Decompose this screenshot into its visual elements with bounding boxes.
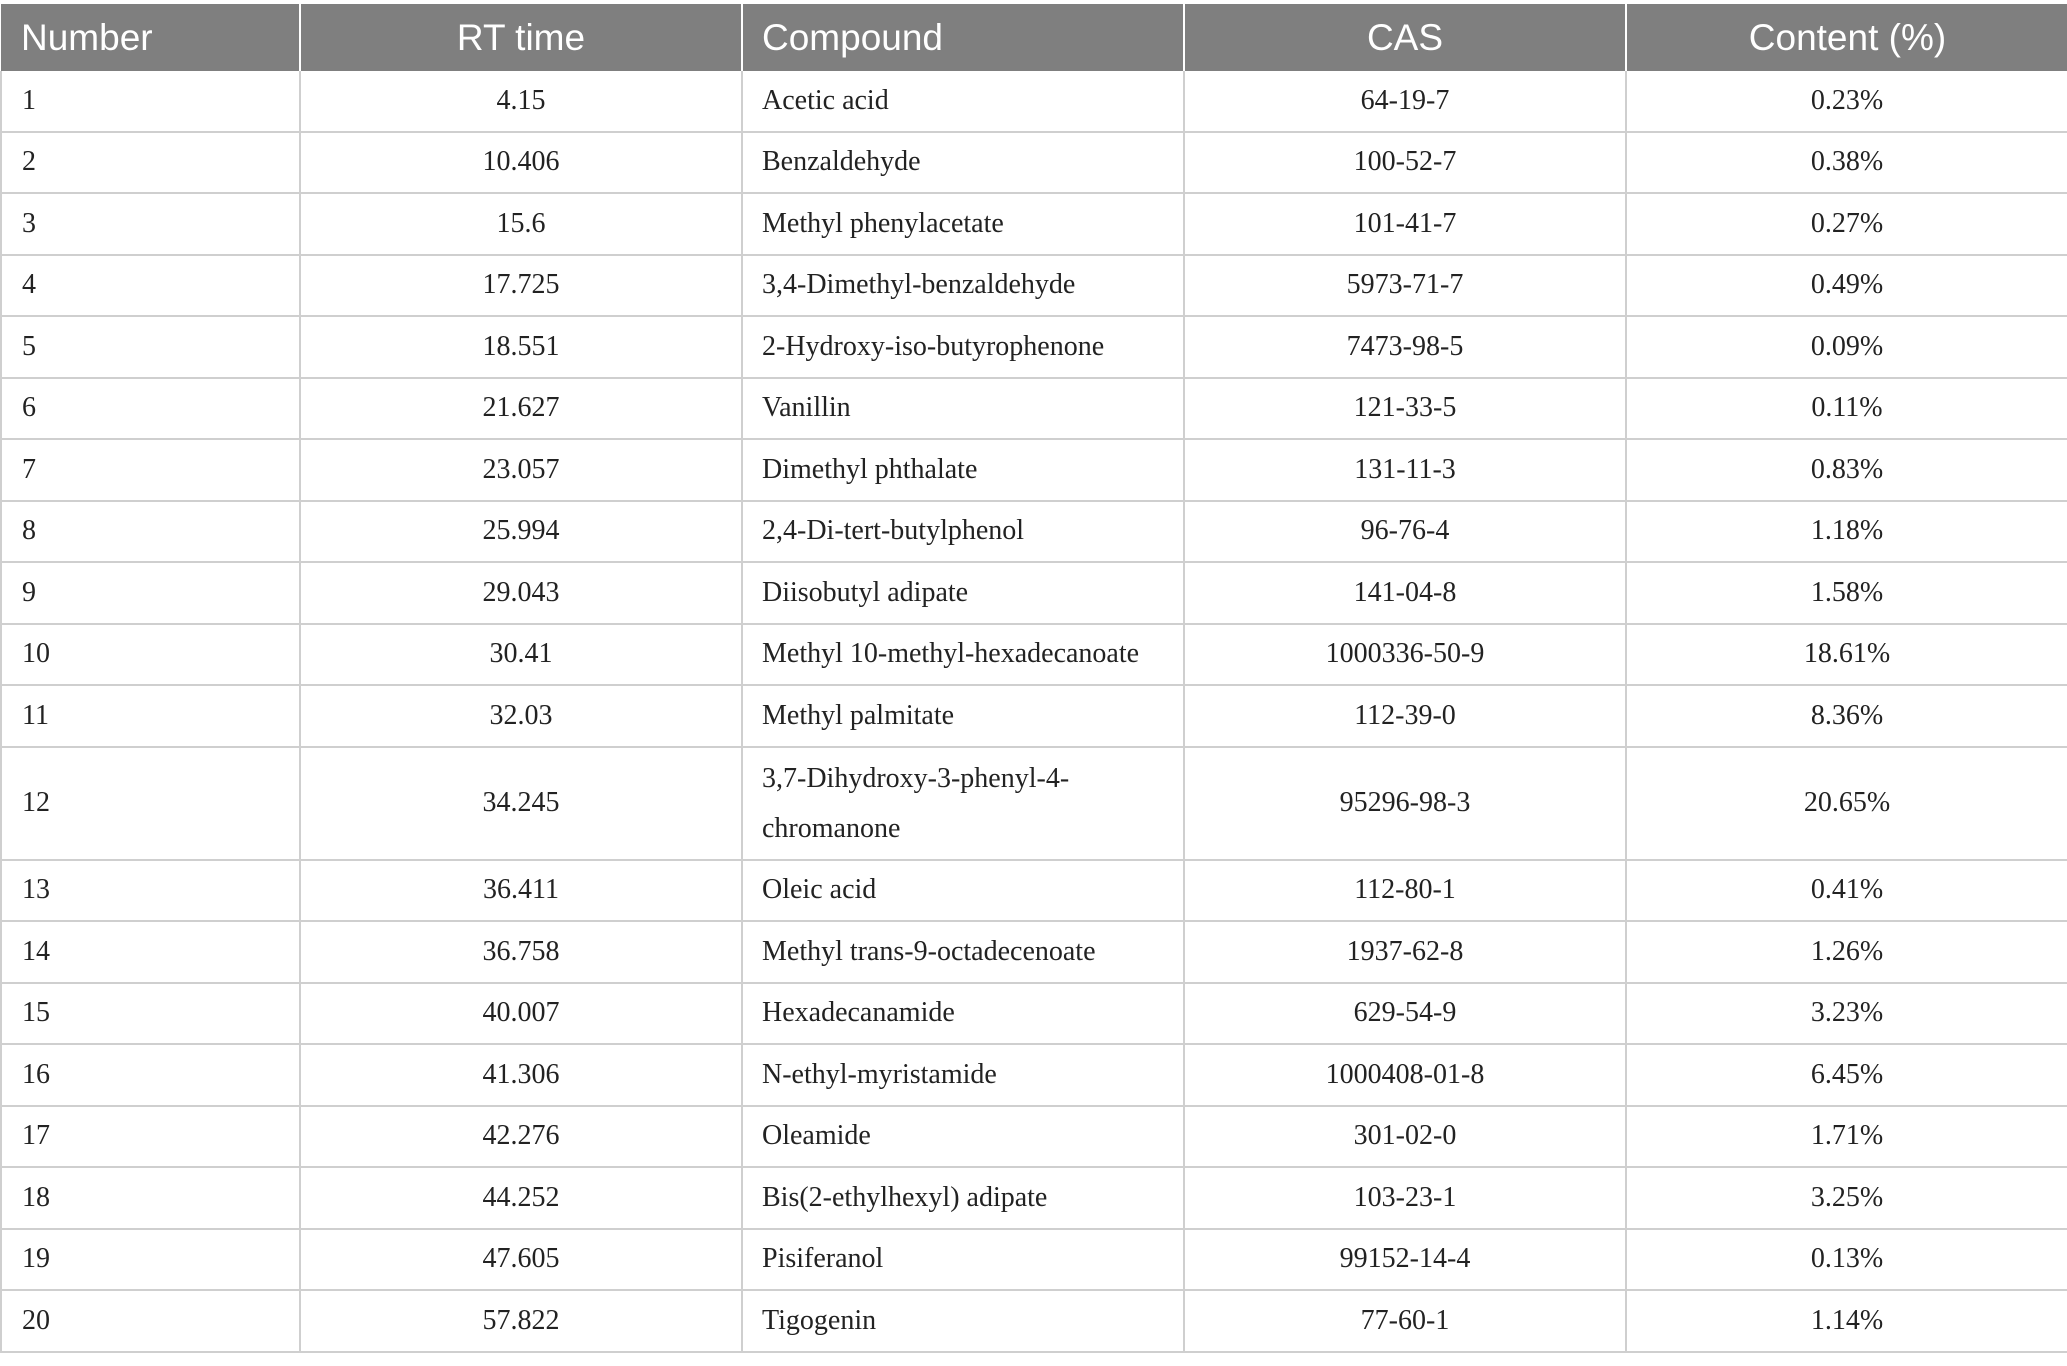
cell-compound: Hexadecanamide bbox=[742, 983, 1184, 1045]
cell-compound: Methyl trans-9-octadecenoate bbox=[742, 921, 1184, 983]
cell-content: 0.41% bbox=[1626, 860, 2067, 922]
cell-rt-time: 30.41 bbox=[300, 624, 742, 686]
table-row bbox=[1, 1229, 2067, 1291]
cell-compound: Dimethyl phthalate bbox=[742, 439, 1184, 501]
cell-compound: Acetic acid bbox=[742, 71, 1184, 132]
cell-compound: Bis(2-ethylhexyl) adipate bbox=[742, 1167, 1184, 1229]
cell-cas: 100-52-7 bbox=[1184, 132, 1626, 194]
cell-compound: Oleic acid bbox=[742, 860, 1184, 922]
compound-table bbox=[0, 4, 2067, 1353]
table-row bbox=[1, 255, 2067, 317]
cell-rt-time: 29.043 bbox=[300, 562, 742, 624]
table-row bbox=[1, 562, 2067, 624]
cell-content: 18.61% bbox=[1626, 624, 2067, 686]
cell-content: 0.11% bbox=[1626, 378, 2067, 440]
cell-rt-time: 36.411 bbox=[300, 860, 742, 922]
cell-number: 12 bbox=[1, 747, 300, 860]
cell-rt-time: 47.605 bbox=[300, 1229, 742, 1291]
cell-cas: 96-76-4 bbox=[1184, 501, 1626, 563]
cell-cas: 629-54-9 bbox=[1184, 983, 1626, 1045]
cell-rt-time: 44.252 bbox=[300, 1167, 742, 1229]
cell-content: 1.26% bbox=[1626, 921, 2067, 983]
table-row bbox=[1, 624, 2067, 686]
cell-content: 0.23% bbox=[1626, 71, 2067, 132]
cell-compound: Methyl phenylacetate bbox=[742, 193, 1184, 255]
cell-compound: N-ethyl-myristamide bbox=[742, 1044, 1184, 1106]
header-compound: Compound bbox=[742, 4, 1184, 71]
table-row bbox=[1, 501, 2067, 563]
cell-compound: Vanillin bbox=[742, 378, 1184, 440]
cell-content: 3.23% bbox=[1626, 983, 2067, 1045]
cell-compound: Methyl palmitate bbox=[742, 685, 1184, 747]
header-rt-time: RT time bbox=[300, 4, 742, 71]
cell-content: 0.83% bbox=[1626, 439, 2067, 501]
cell-cas: 5973-71-7 bbox=[1184, 255, 1626, 317]
cell-number: 13 bbox=[1, 860, 300, 922]
table-row bbox=[1, 439, 2067, 501]
table-row bbox=[1, 1106, 2067, 1168]
cell-rt-time: 21.627 bbox=[300, 378, 742, 440]
table-row bbox=[1, 983, 2067, 1045]
cell-cas: 1000408-01-8 bbox=[1184, 1044, 1626, 1106]
cell-content: 0.49% bbox=[1626, 255, 2067, 317]
cell-number: 6 bbox=[1, 378, 300, 440]
table-row bbox=[1, 860, 2067, 922]
cell-number: 3 bbox=[1, 193, 300, 255]
cell-number: 11 bbox=[1, 685, 300, 747]
cell-compound: 3,7-Dihydroxy-3-phenyl-4- chromanone bbox=[742, 747, 1184, 860]
cell-content: 8.36% bbox=[1626, 685, 2067, 747]
cell-content: 0.13% bbox=[1626, 1229, 2067, 1291]
table-header bbox=[1, 4, 2067, 71]
cell-cas: 1937-62-8 bbox=[1184, 921, 1626, 983]
cell-rt-time: 34.245 bbox=[300, 747, 742, 860]
cell-compound: 2,4-Di-tert-butylphenol bbox=[742, 501, 1184, 563]
cell-compound: 3,4-Dimethyl-benzaldehyde bbox=[742, 255, 1184, 317]
cell-cas: 112-39-0 bbox=[1184, 685, 1626, 747]
cell-cas: 1000336-50-9 bbox=[1184, 624, 1626, 686]
cell-rt-time: 32.03 bbox=[300, 685, 742, 747]
cell-rt-time: 41.306 bbox=[300, 1044, 742, 1106]
header-cas: CAS bbox=[1184, 4, 1626, 71]
table-row bbox=[1, 132, 2067, 194]
cell-cas: 95296-98-3 bbox=[1184, 747, 1626, 860]
header-row bbox=[1, 4, 2067, 71]
cell-compound: Oleamide bbox=[742, 1106, 1184, 1168]
cell-cas: 77-60-1 bbox=[1184, 1290, 1626, 1352]
cell-number: 1 bbox=[1, 71, 300, 132]
cell-rt-time: 57.822 bbox=[300, 1290, 742, 1352]
cell-number: 18 bbox=[1, 1167, 300, 1229]
table-row bbox=[1, 71, 2067, 132]
header-content: Content (%) bbox=[1626, 4, 2067, 71]
cell-cas: 141-04-8 bbox=[1184, 562, 1626, 624]
cell-cas: 112-80-1 bbox=[1184, 860, 1626, 922]
cell-number: 17 bbox=[1, 1106, 300, 1168]
table-row bbox=[1, 193, 2067, 255]
cell-rt-time: 18.551 bbox=[300, 316, 742, 378]
cell-content: 1.58% bbox=[1626, 562, 2067, 624]
table-row bbox=[1, 1167, 2067, 1229]
cell-cas: 64-19-7 bbox=[1184, 71, 1626, 132]
cell-compound: Methyl 10-methyl-hexadecanoate bbox=[742, 624, 1184, 686]
cell-cas: 131-11-3 bbox=[1184, 439, 1626, 501]
header-number: Number bbox=[1, 4, 300, 71]
cell-content: 0.09% bbox=[1626, 316, 2067, 378]
cell-rt-time: 15.6 bbox=[300, 193, 742, 255]
cell-number: 16 bbox=[1, 1044, 300, 1106]
cell-compound: Benzaldehyde bbox=[742, 132, 1184, 194]
cell-number: 4 bbox=[1, 255, 300, 317]
cell-content: 20.65% bbox=[1626, 747, 2067, 860]
cell-number: 5 bbox=[1, 316, 300, 378]
cell-content: 6.45% bbox=[1626, 1044, 2067, 1106]
cell-compound: 2-Hydroxy-iso-butyrophenone bbox=[742, 316, 1184, 378]
cell-rt-time: 10.406 bbox=[300, 132, 742, 194]
table-container bbox=[0, 4, 2067, 1353]
cell-rt-time: 23.057 bbox=[300, 439, 742, 501]
cell-content: 0.27% bbox=[1626, 193, 2067, 255]
cell-number: 20 bbox=[1, 1290, 300, 1352]
cell-rt-time: 25.994 bbox=[300, 501, 742, 563]
cell-number: 15 bbox=[1, 983, 300, 1045]
cell-rt-time: 4.15 bbox=[300, 71, 742, 132]
cell-cas: 101-41-7 bbox=[1184, 193, 1626, 255]
table-row bbox=[1, 747, 2067, 860]
cell-cas: 121-33-5 bbox=[1184, 378, 1626, 440]
cell-compound: Pisiferanol bbox=[742, 1229, 1184, 1291]
cell-rt-time: 17.725 bbox=[300, 255, 742, 317]
table-row bbox=[1, 1044, 2067, 1106]
cell-rt-time: 42.276 bbox=[300, 1106, 742, 1168]
table-row bbox=[1, 685, 2067, 747]
cell-number: 14 bbox=[1, 921, 300, 983]
table-row bbox=[1, 316, 2067, 378]
cell-content: 1.71% bbox=[1626, 1106, 2067, 1168]
cell-number: 2 bbox=[1, 132, 300, 194]
cell-content: 1.18% bbox=[1626, 501, 2067, 563]
cell-number: 19 bbox=[1, 1229, 300, 1291]
cell-number: 10 bbox=[1, 624, 300, 686]
cell-cas: 7473-98-5 bbox=[1184, 316, 1626, 378]
table-row bbox=[1, 378, 2067, 440]
table-row bbox=[1, 1290, 2067, 1352]
cell-number: 7 bbox=[1, 439, 300, 501]
cell-compound: Diisobutyl adipate bbox=[742, 562, 1184, 624]
cell-cas: 99152-14-4 bbox=[1184, 1229, 1626, 1291]
cell-cas: 103-23-1 bbox=[1184, 1167, 1626, 1229]
cell-content: 1.14% bbox=[1626, 1290, 2067, 1352]
cell-rt-time: 36.758 bbox=[300, 921, 742, 983]
table-body bbox=[1, 71, 2067, 1352]
cell-content: 0.38% bbox=[1626, 132, 2067, 194]
cell-number: 9 bbox=[1, 562, 300, 624]
cell-compound: Tigogenin bbox=[742, 1290, 1184, 1352]
cell-rt-time: 40.007 bbox=[300, 983, 742, 1045]
cell-number: 8 bbox=[1, 501, 300, 563]
cell-cas: 301-02-0 bbox=[1184, 1106, 1626, 1168]
cell-content: 3.25% bbox=[1626, 1167, 2067, 1229]
table-row bbox=[1, 921, 2067, 983]
